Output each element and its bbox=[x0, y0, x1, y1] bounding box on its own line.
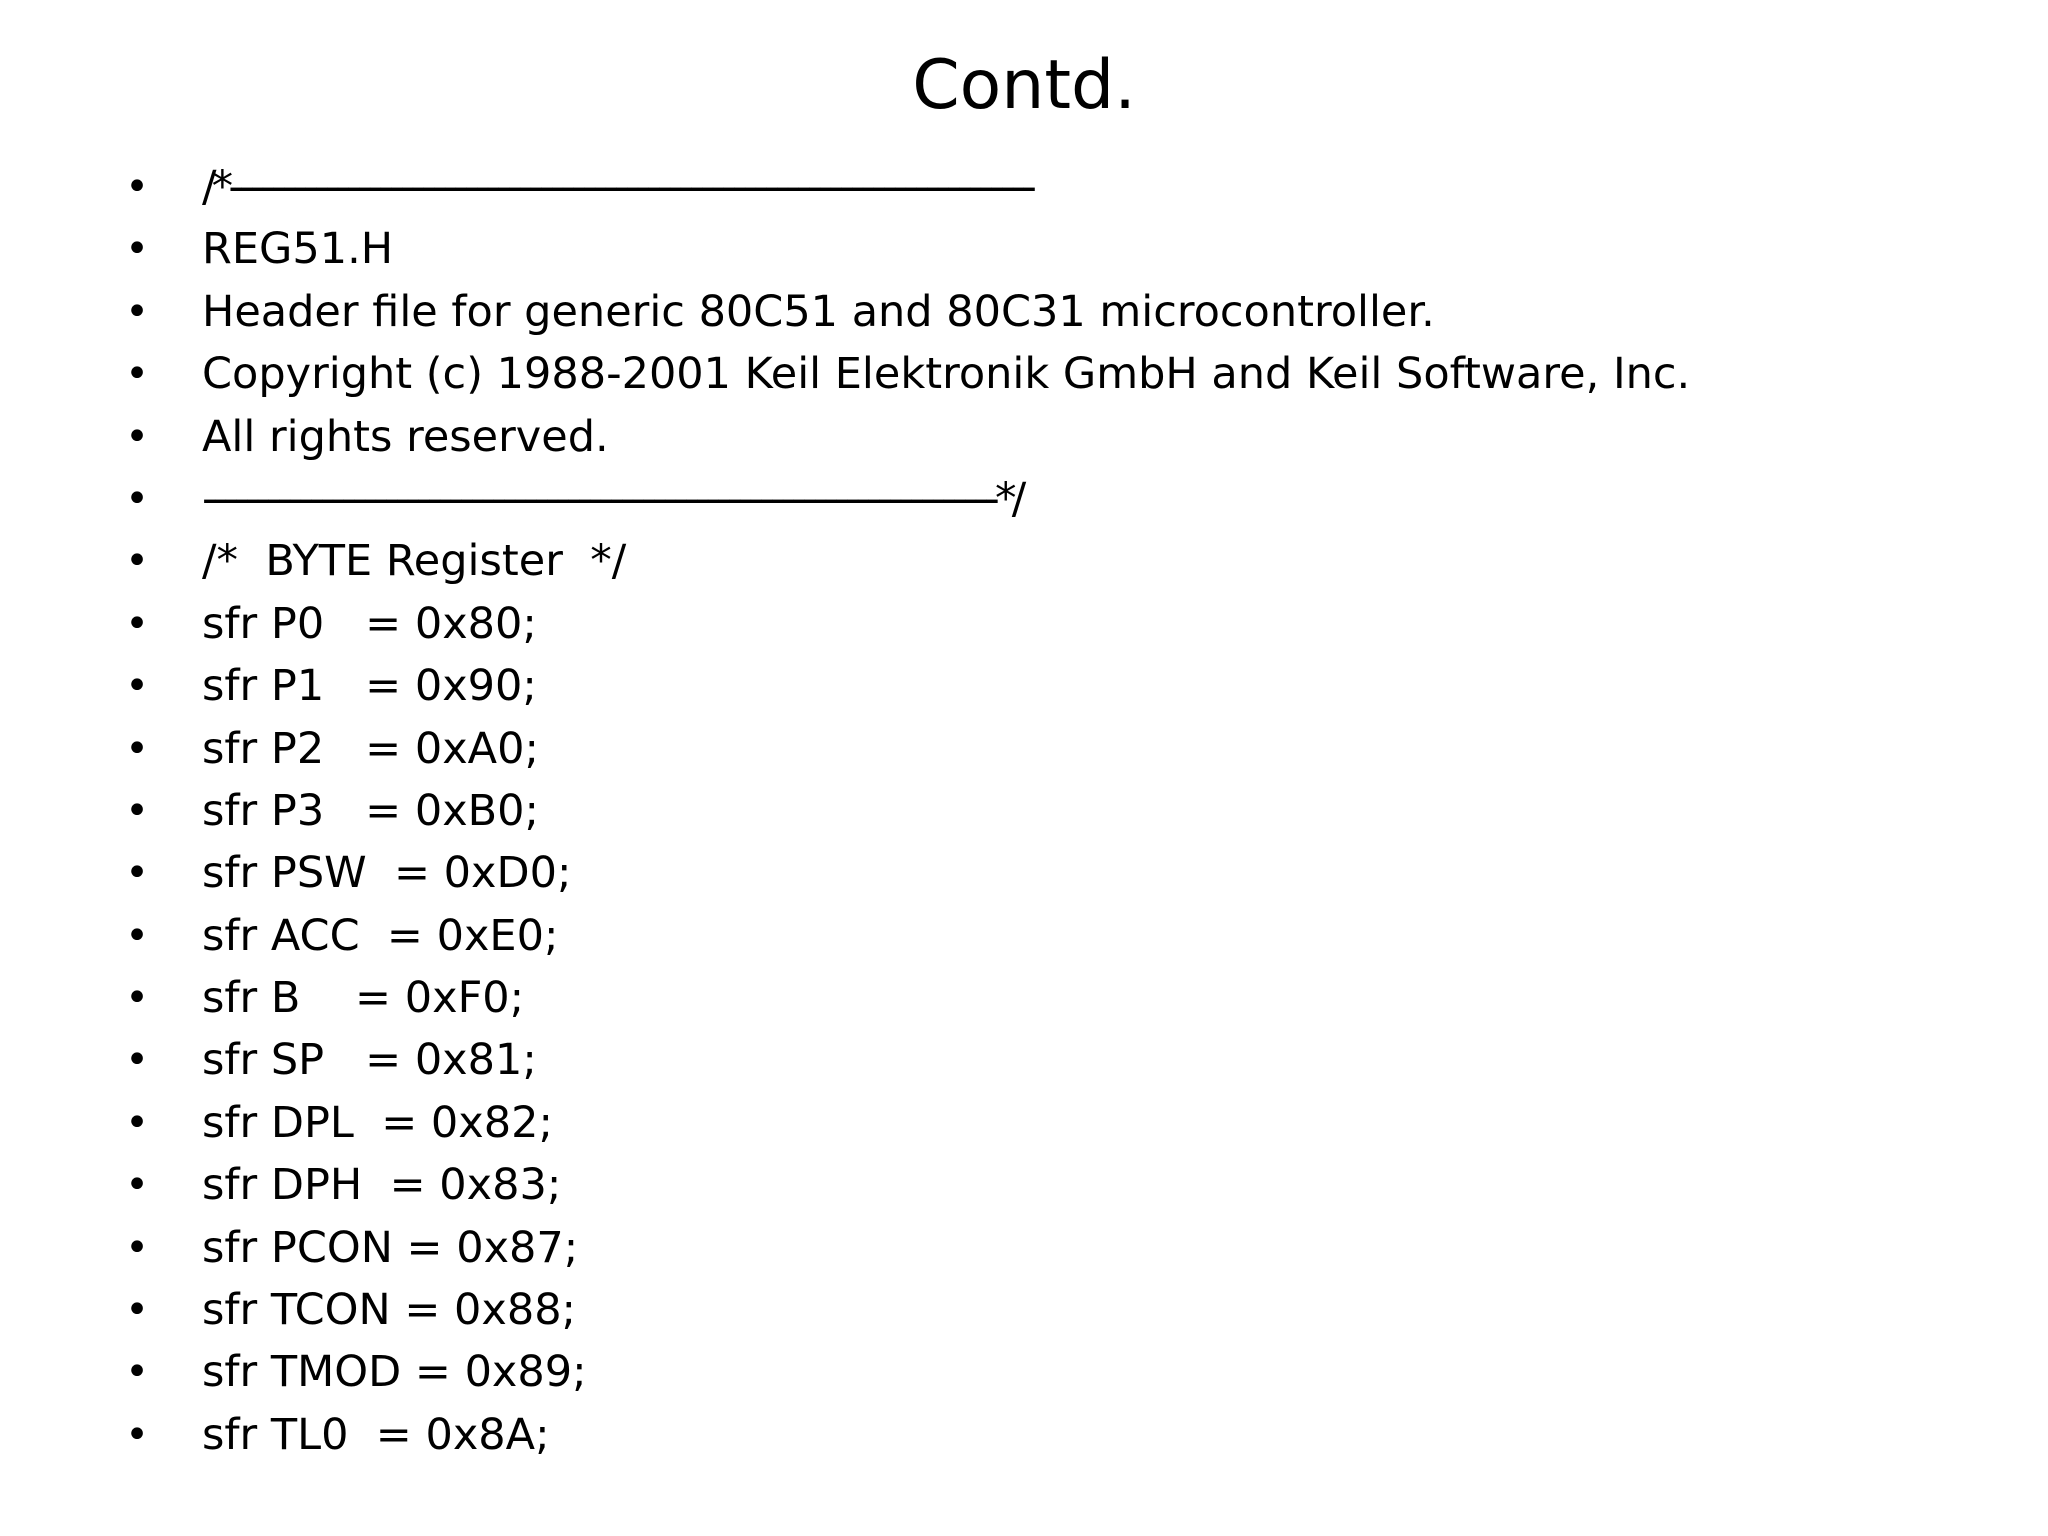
bullet-text: REG51.H bbox=[202, 224, 394, 275]
bullet-icon: • bbox=[125, 1037, 149, 1084]
bullet-item bbox=[0, 406, 2048, 468]
bullet-icon: • bbox=[125, 850, 149, 897]
bullet-icon: • bbox=[125, 226, 149, 273]
bullet-item bbox=[0, 593, 2048, 655]
bullet-item bbox=[0, 1404, 2048, 1466]
bullet-icon: • bbox=[125, 1411, 149, 1458]
bullet-text: /* BYTE Register */ bbox=[202, 536, 627, 587]
bullet-icon: • bbox=[125, 538, 149, 585]
bullet-icon: • bbox=[125, 1162, 149, 1209]
bullet-text: Header file for generic 80C51 and 80C31 microcontroller. bbox=[202, 286, 1435, 337]
bullet-text: sfr P3 = 0xB0; bbox=[202, 785, 540, 836]
bullet-item bbox=[0, 842, 2048, 904]
bullet-text: sfr P0 = 0x80; bbox=[202, 598, 537, 649]
bullet-icon: • bbox=[125, 975, 149, 1022]
bullet-item bbox=[0, 1029, 2048, 1091]
bullet-icon: • bbox=[125, 475, 149, 522]
bullet-list bbox=[0, 156, 2048, 1466]
bullet-text: sfr DPL = 0x82; bbox=[202, 1097, 553, 1148]
bullet-item bbox=[0, 468, 2048, 530]
bullet-text: sfr DPH = 0x83; bbox=[202, 1160, 562, 1211]
bullet-icon: • bbox=[125, 351, 149, 398]
bullet-icon: • bbox=[125, 1349, 149, 1396]
bullet-icon: • bbox=[125, 1099, 149, 1146]
bullet-icon: • bbox=[125, 1287, 149, 1334]
bullet-text: sfr SP = 0x81; bbox=[202, 1035, 537, 1086]
bullet-icon: • bbox=[125, 288, 149, 335]
bullet-item bbox=[0, 1154, 2048, 1216]
bullet-icon: • bbox=[125, 725, 149, 772]
bullet-item bbox=[0, 281, 2048, 343]
bullet-text: sfr P1 = 0x90; bbox=[202, 661, 537, 712]
bullet-item bbox=[0, 156, 2048, 218]
bullet-text: /*--------------------------------------------------------------------------- bbox=[202, 162, 1033, 212]
bullet-text: sfr ACC = 0xE0; bbox=[202, 910, 559, 961]
bullet-icon: • bbox=[125, 1224, 149, 1271]
bullet-text: sfr TMOD = 0x89; bbox=[202, 1347, 587, 1398]
bullet-text: --------------------------------------------------------------------------*/ bbox=[202, 473, 1022, 524]
bullet-item bbox=[0, 718, 2048, 780]
bullet-item bbox=[0, 1092, 2048, 1154]
bullet-item bbox=[0, 530, 2048, 592]
bullet-text: All rights reserved. bbox=[202, 411, 609, 462]
bullet-item bbox=[0, 780, 2048, 842]
bullet-icon: • bbox=[125, 912, 149, 959]
bullet-item bbox=[0, 1279, 2048, 1341]
bullet-item bbox=[0, 1341, 2048, 1403]
bullet-item bbox=[0, 655, 2048, 717]
bullet-icon: • bbox=[125, 600, 149, 647]
bullet-text: sfr B = 0xF0; bbox=[202, 973, 525, 1024]
bullet-text: sfr PCON = 0x87; bbox=[202, 1222, 579, 1273]
bullet-text: sfr PSW = 0xD0; bbox=[202, 848, 572, 899]
bullet-text: Copyright (c) 1988-2001 Keil Elektronik GmbH and Keil Software, Inc. bbox=[202, 349, 1691, 400]
bullet-icon: • bbox=[125, 787, 149, 834]
bullet-text: sfr TL0 = 0x8A; bbox=[202, 1409, 550, 1460]
bullet-text: sfr TCON = 0x88; bbox=[202, 1285, 577, 1336]
bullet-text: sfr P2 = 0xA0; bbox=[202, 723, 539, 774]
bullet-icon: • bbox=[125, 663, 149, 710]
bullet-item bbox=[0, 967, 2048, 1029]
slide-title: Contd. bbox=[912, 46, 1136, 125]
bullet-icon: • bbox=[125, 413, 149, 460]
bullet-item bbox=[0, 343, 2048, 405]
bullet-item bbox=[0, 905, 2048, 967]
bullet-item bbox=[0, 218, 2048, 280]
bullet-item bbox=[0, 1217, 2048, 1279]
bullet-icon: • bbox=[125, 164, 149, 210]
